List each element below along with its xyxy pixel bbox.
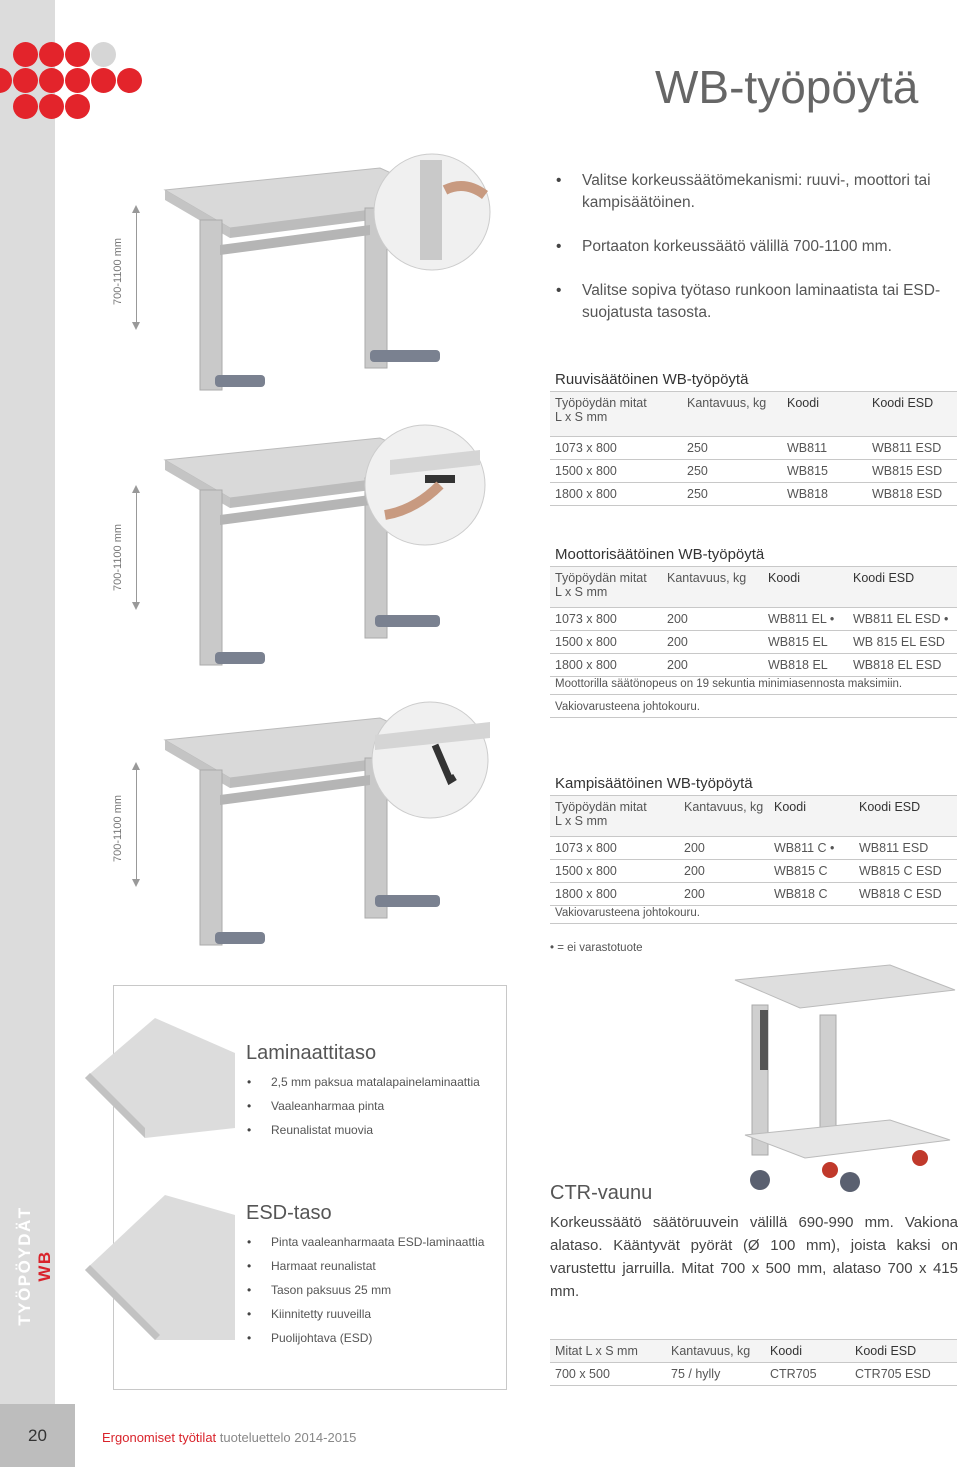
spec-table [550, 795, 957, 906]
col-code: Koodi [774, 800, 806, 814]
table-row: 1073 x 800 250 WB811 WB811 ESD [550, 437, 957, 460]
intro-bullet: • Portaaton korkeussäätö välillä 700-1100 mm. [556, 236, 946, 258]
workbench-crank-image [160, 700, 500, 960]
esd-title: ESD-taso [246, 1202, 332, 1224]
table-header: Mitat L x S mm Kantavuus, kg Koodi Koodi ESD [550, 1339, 957, 1363]
list-item: • Pinta vaaleanharmaata ESD-laminaattia [247, 1233, 484, 1257]
workbench-screw-image [160, 150, 500, 410]
brand-dots-logo [0, 0, 160, 130]
sidebar-label-white: TYÖPÖYDÄT [15, 1206, 34, 1326]
table-row: 1800 x 800 200 WB818 C WB818 C ESD [550, 883, 957, 906]
sidebar-section-label [15, 1191, 54, 1341]
esd-list [247, 1233, 484, 1353]
height-indicator-2 [100, 485, 145, 610]
intro-bullet: • Valitse sopiva työtaso runkoon laminaatista tai ESD-suojatusta tasosta. [556, 280, 946, 324]
list-item: • Kiinnitetty ruuveilla [247, 1305, 484, 1329]
col-dims: Työpöydän mitat L x S mm [555, 800, 647, 828]
list-item: • Vaaleanharmaa pinta [247, 1097, 480, 1121]
ctr-table [550, 1339, 957, 1386]
table-note: Vakiovarusteena johtokouru. [555, 907, 700, 919]
table-row: 1500 x 800 200 WB815 C WB815 C ESD [550, 860, 957, 883]
table-row: 1500 x 800 200 WB815 EL WB 815 EL ESD [550, 631, 957, 654]
col-dims: Työpöydän mitat L x S mm [555, 396, 647, 424]
table-row: 1800 x 800 250 WB818 WB818 ESD [550, 483, 957, 506]
col-code-esd: Koodi ESD [853, 571, 915, 585]
legend-note: • = ei varastotuote [550, 942, 643, 954]
table-title: Kampisäätöinen WB-työpöytä [555, 775, 753, 792]
table-header [550, 795, 957, 837]
list-item: • Tason paksuus 25 mm [247, 1281, 484, 1305]
height-indicator-3 [100, 762, 145, 887]
col-code: Koodi [787, 396, 819, 410]
col-load: Kantavuus, kg [684, 800, 764, 814]
ctr-description: Korkeussäätö säätöruuvein välillä 690-990 mm. Vakiona alataso. Kääntyvät pyörät (Ø 100 mm), joista kaksi on varustettu jarruilla. Mitat 700 x 500 mm, alataso 700 x 415 mm. [550, 1214, 958, 1300]
footer-catalog: tuoteluettelo 2014-2015 [216, 1430, 357, 1445]
col-load: Kantavuus, kg [667, 571, 747, 585]
sidebar-label-red: WB [35, 1250, 54, 1282]
page-number: 20 [0, 1404, 75, 1467]
esd-surface-image [85, 1195, 235, 1340]
spec-table [550, 391, 957, 506]
laminate-list [247, 1073, 480, 1145]
ctr-title: CTR-vaunu [550, 1182, 653, 1204]
table-row: 1073 x 800 200 WB811 EL • WB811 EL ESD • [550, 608, 957, 631]
table-note: Moottorilla säätönopeus on 19 sekuntia minimiasennosta maksimiin. [555, 678, 903, 690]
intro-bullet: • Valitse korkeussäätömekanismi: ruuvi-, moottori tai kampisäätöinen. [556, 170, 946, 214]
height-label: 700-1100 mm [112, 237, 124, 305]
col-dims: Työpöydän mitat L x S mm [555, 571, 647, 599]
list-item: • Puolijohtava (ESD) [247, 1329, 484, 1353]
footer-brand: Ergonomiset työtilat [102, 1430, 217, 1445]
table-row: 1500 x 800 250 WB815 WB815 ESD [550, 460, 957, 483]
table-header [550, 391, 957, 437]
height-indicator-1 [100, 205, 145, 330]
col-code-esd: Koodi ESD [859, 800, 921, 814]
height-label: 700-1100 mm [112, 794, 124, 862]
height-label: 700-1100 mm [112, 523, 124, 591]
ctr-trolley-image [730, 960, 960, 1200]
table-row: 1800 x 800 200 WB818 EL WB818 EL ESD [550, 654, 957, 677]
page-title: WB-työpöytä [655, 61, 919, 113]
laminate-surface-image [85, 1018, 235, 1138]
workbench-motor-image [160, 420, 500, 680]
col-code: Koodi [768, 571, 800, 585]
table-row: 1073 x 800 200 WB811 C • WB811 ESD [550, 837, 957, 860]
table-header [550, 566, 957, 608]
list-item: • Reunalistat muovia [247, 1121, 480, 1145]
list-item: • Harmaat reunalistat [247, 1257, 484, 1281]
table-title: Moottorisäätöinen WB-työpöytä [555, 546, 765, 563]
col-load: Kantavuus, kg [687, 396, 767, 410]
spec-table [550, 566, 957, 677]
laminate-title: Laminaattitaso [246, 1042, 377, 1064]
col-code-esd: Koodi ESD [872, 396, 934, 410]
table-note: Vakiovarusteena johtokouru. [555, 701, 700, 713]
table-row: 700 x 500 75 / hylly CTR705 CTR705 ESD [550, 1363, 957, 1386]
intro-bullets [556, 170, 946, 346]
table-title: Ruuvisäätöinen WB-työpöytä [555, 371, 749, 388]
list-item: • 2,5 mm paksua matalapainelaminaattia [247, 1073, 480, 1097]
footer [102, 1430, 356, 1445]
